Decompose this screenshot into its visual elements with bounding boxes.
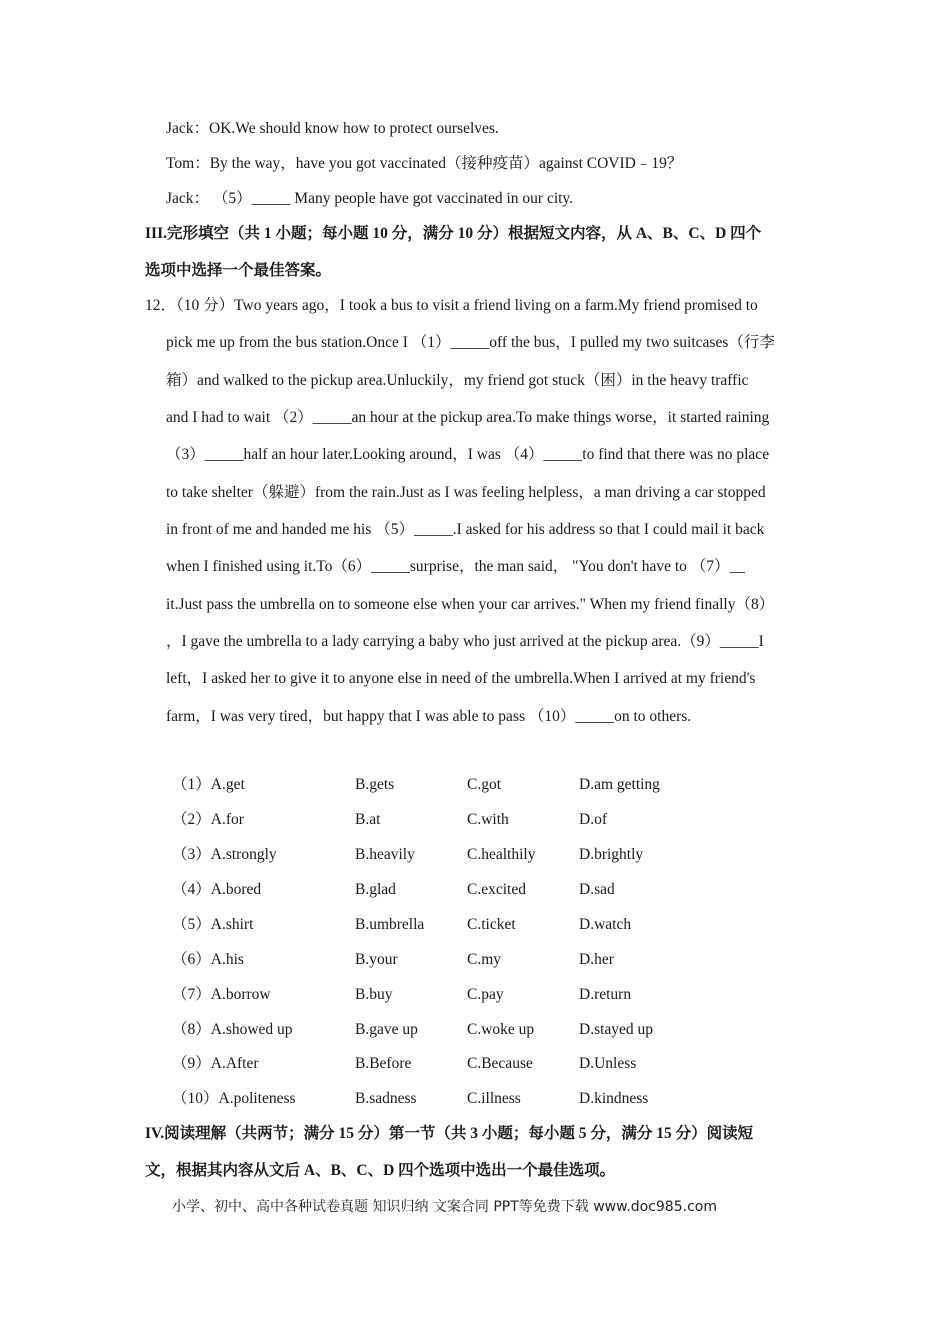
- option-c: C.got: [467, 776, 502, 793]
- option-b: B.Before: [355, 1055, 412, 1072]
- option-a: （4）A.bored: [172, 881, 262, 898]
- passage-line: when I finished using it.To（6）_____surprise，the man said， "You don't have to （7）__: [166, 558, 746, 575]
- option-c: C.my: [467, 951, 502, 968]
- passage-line: left，I asked her to give it to anyone else in need of the umbrella.When I arrived at my friend's: [166, 670, 756, 687]
- option-c: C.Because: [467, 1055, 533, 1072]
- option-b: B.sadness: [355, 1090, 417, 1107]
- option-b: B.gave up: [355, 1021, 418, 1038]
- option-c: C.with: [467, 811, 509, 828]
- footer-watermark: 小学、初中、高中各种试卷真题 知识归纳 文案合同 PPT等免费下载 www.doc985.com: [172, 1199, 717, 1215]
- option-b: B.heavily: [355, 846, 415, 863]
- passage-line: ，I gave the umbrella to a lady carrying a baby who just arrived at the pickup area.（9）_____I: [166, 633, 764, 650]
- option-c: C.healthily: [467, 846, 536, 863]
- option-a: （5）A.shirt: [172, 916, 254, 933]
- option-a: （1）A.get: [172, 776, 245, 793]
- option-b: B.gets: [355, 776, 395, 793]
- passage-line: to take shelter（躲避）from the rain.Just as I was feeling helpless，a man driving a car stopped: [166, 484, 766, 501]
- section-heading-cloze-cont: 选项中选择一个最佳答案。: [145, 262, 332, 279]
- option-d: D.kindness: [579, 1090, 649, 1107]
- dialogue-line: Tom：By the way，have you got vaccinated（接种疫苗）against COVID﹣19？: [166, 155, 683, 172]
- passage-line: pick me up from the bus station.Once I （1）_____off the bus，I pulled my two suitcases（行李: [166, 334, 775, 351]
- option-d: D.return: [579, 986, 632, 1003]
- passage-line: （3）_____half an hour later.Looking around，I was （4）_____to find that there was no place: [166, 446, 770, 463]
- option-a: （7）A.borrow: [172, 986, 271, 1003]
- option-b: B.at: [355, 811, 381, 828]
- option-b: B.buy: [355, 986, 393, 1003]
- option-d: D.watch: [579, 916, 632, 933]
- option-d: D.Unless: [579, 1055, 637, 1072]
- option-d: D.stayed up: [579, 1021, 654, 1038]
- dialogue-line: Jack： （5）_____ Many people have got vaccinated in our city.: [166, 190, 574, 207]
- passage-line: 箱）and walked to the pickup area.Unluckily，my friend got stuck（困）in the heavy traffic: [166, 372, 749, 389]
- option-c: C.excited: [467, 881, 526, 898]
- option-b: B.glad: [355, 881, 396, 898]
- option-a: （10）A.politeness: [172, 1090, 296, 1107]
- passage-line: 12．（10 分）Two years ago，I took a bus to visit a friend living on a farm.My friend promised to: [145, 297, 758, 314]
- section-heading-cloze: III.完形填空（共 1 小题；每小题 10 分，满分 10 分）根据短文内容，从 A、B、C、D 四个: [145, 225, 762, 242]
- option-d: D.am getting: [579, 776, 660, 793]
- option-a: （2）A.for: [172, 811, 244, 828]
- option-b: B.your: [355, 951, 398, 968]
- option-d: D.brightly: [579, 846, 644, 863]
- section-heading-reading: IV.阅读理解（共两节；满分 15 分）第一节（共 3 小题；每小题 5 分，满分 15 分）阅读短: [145, 1125, 754, 1142]
- passage-line: farm，I was very tired，but happy that I was able to pass （10）_____on to others.: [166, 708, 692, 725]
- section-heading-reading-cont: 文，根据其内容从文后 A、B、C、D 四个选项中选出一个最佳选项。: [145, 1162, 616, 1179]
- passage-line: in front of me and handed me his （5）_____.I asked for his address so that I could mail it back: [166, 521, 765, 538]
- option-b: B.umbrella: [355, 916, 425, 933]
- passage-line: it.Just pass the umbrella on to someone else when your car arrives." When my friend finally（8）: [166, 596, 775, 613]
- option-a: （3）A.strongly: [172, 846, 277, 863]
- passage-line: and I had to wait （2）_____an hour at the pickup area.To make things worse，it started raining: [166, 409, 770, 426]
- option-c: C.pay: [467, 986, 504, 1003]
- option-c: C.illness: [467, 1090, 521, 1107]
- dialogue-line: Jack：OK.We should know how to protect ourselves.: [166, 120, 499, 137]
- option-a: （9）A.After: [172, 1055, 259, 1072]
- option-a: （8）A.showed up: [172, 1021, 293, 1038]
- option-a: （6）A.his: [172, 951, 244, 968]
- option-d: D.of: [579, 811, 607, 828]
- option-d: D.sad: [579, 881, 615, 898]
- option-d: D.her: [579, 951, 614, 968]
- option-c: C.woke up: [467, 1021, 535, 1038]
- option-c: C.ticket: [467, 916, 516, 933]
